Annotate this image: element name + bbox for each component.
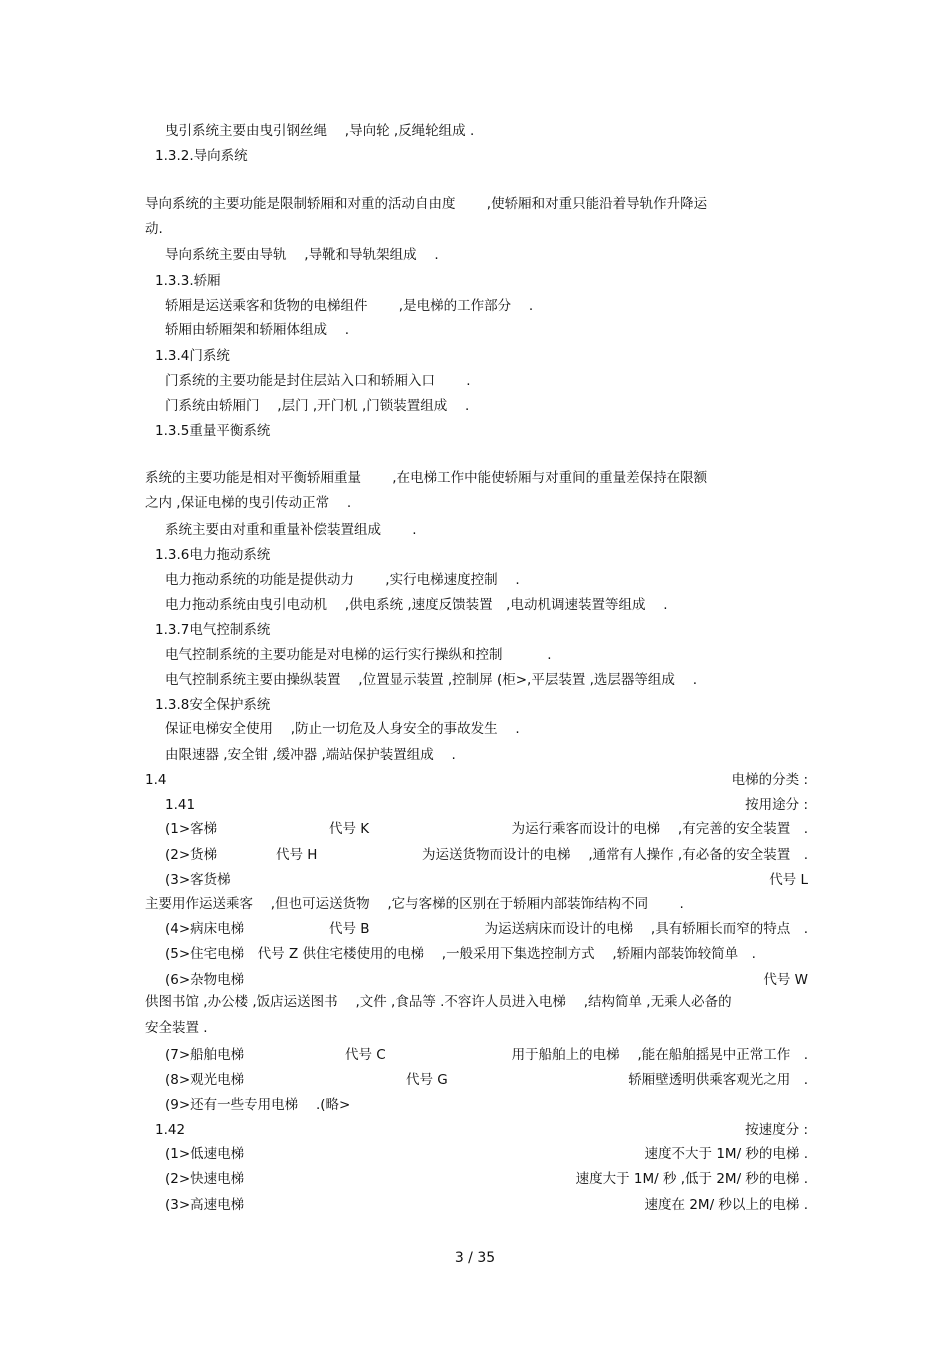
paragraph: 系统主要由对重和重量补偿装置组成 .	[165, 522, 417, 538]
section-heading: 1.3.3.轿厢	[155, 273, 221, 289]
document-page: 曳引系统主要由曳引钢丝绳 ,导向轮 ,反绳轮组成 . 1.3.2.导向系统 导向系统的主要功能是限制轿厢和对重的活动自由度 ,使轿厢和对重只能沿着导轨作升降运 动. 导向系统主要由导轨 ,导靴和导轨架组成 . 1.3.3.轿厢 轿厢是运送乘客和货物的电梯组件 ,是电梯的工作部分 . 轿厢由轿厢架和轿厢体组成 . 1.3.4门系统 门系统的主要功能是封住层站入口和轿厢入口 . 门系统由轿厢门 ,层门 ,开门机 ,门锁装置组成 . 1.3.5重量平衡系统 系统的主要功能是相对平衡轿厢重量 ,在电梯工作中能使轿厢与对重间的重量差保持在限额 之内 ,保证电梯的曳引传动正常 . 系统主要由对重和重量补偿装置组成 . 1.3.6电力拖动系统 电力拖动系统的功能是提供动力 ,实行电梯速度控制 . 电力拖动系统由曳引电动机 ,供电系统 ,速度反馈装置 ,电动机调速装置等组成 . 1.3.7电气控制系统 电气控制系统的主要功能是对电梯的运行实行操纵和控制 . 电气控制系统主要由操纵装置 ,位置显示装置 ,控制屏 (柜>,平层装置 ,选层器等组成 . 1.3.8安全保护系统 保证电梯安全使用 ,防止一切危及人身安全的事故发生 . 由限速器 ,安全钳 ,缓冲器 ,端站保护装置组成 . 1.4 电梯的分类 : 1.41 按用途分 : (1>客梯 代号 K 为运行乘客而设计的电梯 ,有完善的安全装置 . (2>货梯 代号 H 为运送货物而设计的电梯 ,通常有人操作 ,有必备的安全装置 . (3>客货梯 代号 L 主要用作运送乘客 ,但也可运送货物 ,它与客梯的区别在于轿厢内部装饰结构不同 . (4>病床电梯 代号 B 为运送病床而设计的电梯 ,具有轿厢长而窄的特点 . (5>住宅电梯 代号 Z 供住宅楼使用的电梯 ,一般采用下集选控制方式 ,轿厢内部装饰较简单 . (6>杂物电梯 代号 W 供图书馆 ,办公楼 ,饭店运送图书 ,文件 ,食品等 .不容许人员进入电梯 ,结构简单 ,无乘人必备的 安全装置 . (7>船舶电梯 代号 C 用于船舶上的电梯 ,能在船舶摇晃中正常工作 . (8>观光电梯 代号 G 轿厢壁透明供乘客观光之用 . (9>还有一些专用电梯 .(略> 1.42 按速度分 : (1>低速电梯 速度不大于 1M/ 秒的电梯 . (2>快速电梯 速度大于 1M/ 秒 ,低于 2M/ 秒的电梯 . (3>高速电梯 速度在 2M/ 秒以上的电梯 . 3 / 35	[0, 0, 950, 1345]
paragraph: 门系统的主要功能是封住层站入口和轿厢入口 .	[165, 373, 471, 389]
section-heading: 1.3.6电力拖动系统	[155, 547, 271, 563]
paragraph: 导向系统的主要功能是限制轿厢和对重的活动自由度 ,使轿厢和对重只能沿着导轨作升降运	[145, 196, 708, 212]
paragraph: 导向系统主要由导轨 ,导靴和导轨架组成 .	[165, 247, 439, 263]
paragraph: 电气控制系统的主要功能是对电梯的运行实行操纵和控制 .	[165, 647, 552, 663]
list-item-continuation: 安全装置 .	[145, 1020, 208, 1036]
section-heading: 1.3.2.导向系统	[155, 148, 248, 164]
paragraph: 动.	[145, 221, 163, 237]
subsection-number: 1.42	[155, 1122, 186, 1138]
paragraph: 电力拖动系统的功能是提供动力 ,实行电梯速度控制 .	[165, 572, 520, 588]
paragraph: 电力拖动系统由曳引电动机 ,供电系统 ,速度反馈装置 ,电动机调速装置等组成 .	[165, 597, 668, 613]
section-heading: 1.3.4门系统	[155, 348, 230, 364]
paragraph: 系统的主要功能是相对平衡轿厢重量 ,在电梯工作中能使轿厢与对重间的重量差保持在限额	[145, 470, 708, 486]
subsection-title: 按用途分 :	[745, 797, 808, 813]
paragraph: 轿厢由轿厢架和轿厢体组成 .	[165, 322, 350, 338]
section-heading: 1.3.8安全保护系统	[155, 697, 271, 713]
section-title: 电梯的分类 :	[731, 772, 808, 788]
paragraph: 电气控制系统主要由操纵装置 ,位置显示装置 ,控制屏 (柜>,平层装置 ,选层器等组成 .	[165, 672, 697, 688]
paragraph: 之内 ,保证电梯的曳引传动正常 .	[145, 495, 352, 511]
paragraph: 由限速器 ,安全钳 ,缓冲器 ,端站保护装置组成 .	[165, 747, 456, 763]
list-item-continuation: 主要用作运送乘客 ,但也可运送货物 ,它与客梯的区别在于轿厢内部装饰结构不同 .	[145, 896, 684, 912]
section-number: 1.4	[145, 772, 167, 788]
paragraph: 保证电梯安全使用 ,防止一切危及人身安全的事故发生 .	[165, 721, 520, 737]
subsection-number: 1.41	[165, 797, 196, 813]
paragraph: 门系统由轿厢门 ,层门 ,开门机 ,门锁装置组成 .	[165, 398, 470, 414]
list-item: (9>还有一些专用电梯 .(略>	[165, 1097, 351, 1113]
section-heading: 1.3.5重量平衡系统	[155, 423, 271, 439]
paragraph: 曳引系统主要由曳引钢丝绳 ,导向轮 ,反绳轮组成 .	[165, 123, 475, 139]
list-item-continuation: 供图书馆 ,办公楼 ,饭店运送图书 ,文件 ,食品等 .不容许人员进入电梯 ,结构简单 ,无乘人必备的	[145, 994, 732, 1010]
paragraph: 轿厢是运送乘客和货物的电梯组件 ,是电梯的工作部分 .	[165, 298, 534, 314]
page-number: 3 / 35	[454, 1250, 496, 1266]
section-heading: 1.3.7电气控制系统	[155, 622, 271, 638]
subsection-title: 按速度分 :	[745, 1122, 808, 1138]
